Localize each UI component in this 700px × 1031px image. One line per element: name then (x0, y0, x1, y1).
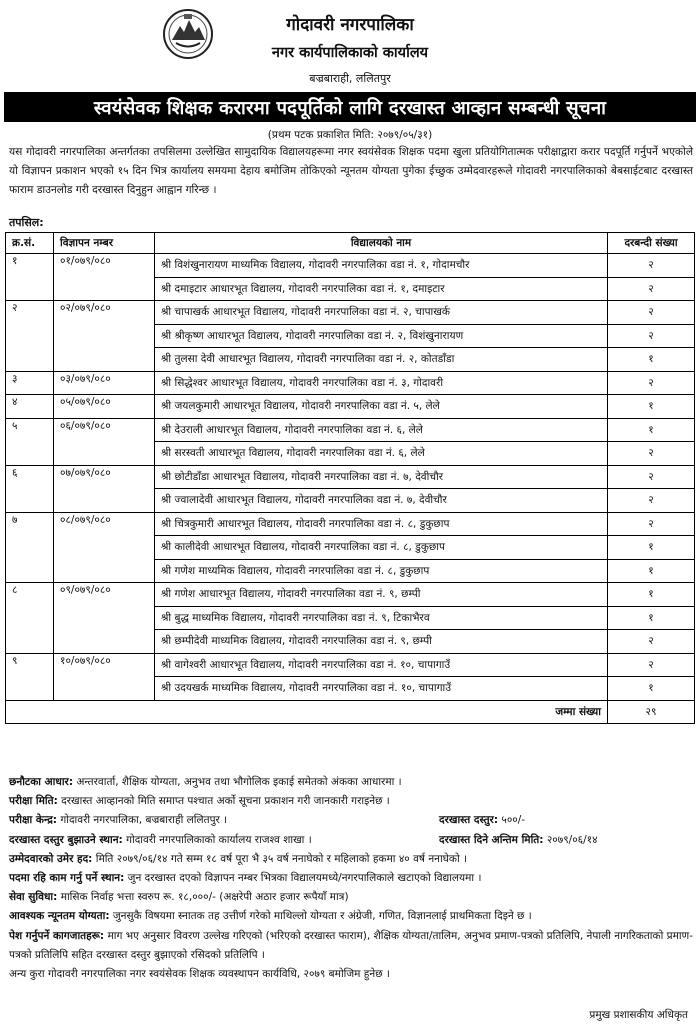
row-post-count: २ (608, 254, 695, 278)
other-provisions-text: अन्य कुरा गोदावरी नगरपालिका नगर स्वयंसेवक शिक्षक व्यवस्थापन कार्यविधि, २०७९ बमोजिम हुनेछ । (9, 968, 390, 981)
publish-date: (प्रथम पटक प्रकाशित मिति: २०७९/०५/३१) (267, 129, 433, 141)
fee-payment-place-label: दरखास्त दस्तुर बुझाउने स्थान: (9, 833, 123, 846)
work-place-text: जुन दरखास्त दएको विज्ञापन नम्बर भित्रका विद्यालयमध्ये/नगरपालिकाले खटाएको विद्यालयमा । (127, 872, 482, 885)
age-limit-label: उम्मेदवारको उमेर हद: (9, 852, 93, 865)
office-address: बज्रबाराही, ललितपुर (309, 72, 391, 85)
total-value: २९ (608, 700, 695, 724)
table-row (6, 465, 695, 489)
row-adv-number: ०२/०७९/०८० (54, 301, 155, 372)
header-school-name: विद्यालयको नाम (155, 233, 608, 254)
row-post-count: २ (608, 512, 695, 536)
service-facility-text: मासिक निर्वाह भत्ता स्वरुप रू. १८,०००/- (अक्षरेपी अठार हजार रूपैयाँ मात्र) (60, 891, 349, 904)
row-school-name: श्री सरस्वती आधारभूत विद्यालय, गोदावरी नगरपालिका वडा नं. ६, लेले (155, 442, 608, 466)
row-post-count: २ (608, 277, 695, 301)
row-school-name: श्री ज्वालादेवी आधारभूत विद्यालय, गोदावरी नगरपालिका वडा नं. ७, देवीचौर (155, 489, 608, 513)
exam-date (9, 792, 693, 811)
service-facility (9, 888, 693, 907)
row-post-count: २ (608, 465, 695, 489)
row-sn: ४ (6, 395, 54, 419)
row-school-name: श्री जयलकुमारी आधारभूत विद्यालय, गोदावरी नगरपालिका वडा नं. ५, लेले (155, 395, 608, 419)
row-school-name: श्री गणेश माध्यमिक विद्यालय, गोदावरी नगरपालिका वडा नं. ८, डुकुछाप (155, 559, 608, 583)
row-school-name: श्री वागेश्वरी आधारभूत विद्यालय, गोदावरी नगरपालिका वडा नं. १०, चापागाउँ (155, 653, 608, 677)
min-qualification-text: जुनसुकै विषयमा स्नातक तह उत्तीर्ण गरेको माथिल्लो योग्यता र अंग्रेजी, गणित, विज्ञानलाई प्राथमिकता दिइने छ । (112, 910, 532, 923)
row-post-count: १ (608, 348, 695, 372)
row-adv-number: ०१/०७९/०८० (54, 254, 155, 301)
age-limit (9, 850, 693, 869)
row-sn: ६ (6, 465, 54, 512)
required-documents-label: पेश गर्नुपर्ने कागजातहरू: (9, 929, 105, 942)
table-row (6, 583, 695, 607)
table-row (6, 301, 695, 325)
fee-payment-place (9, 831, 693, 850)
table-row (6, 512, 695, 536)
office-subtitle: नगर कार्यपालिकाको कार्यालय (271, 45, 429, 61)
row-school-name: श्री कालीदेवी आधारभूत विद्यालय, गोदावरी नगरपालिका वडा नं. ८, डुकुछाप (155, 536, 608, 560)
row-school-name: श्री गणेश आधारभूत विद्यालय, गोदावरी नगरपालिका वडा नं. ९, छम्पी (155, 583, 608, 607)
row-school-name: श्री छम्पीदेवी माध्यमिक विद्यालय, गोदावरी नगरपालिका वडा नं. ९, छम्पी (155, 630, 608, 654)
row-sn: ५ (6, 418, 54, 465)
exam-date-text: दरखास्त आव्हानको मिति समाप्त पश्चात अर्को सूचना प्रकाशन गरी जानकारी गराइनेछ । (61, 795, 390, 808)
row-school-name: श्री चापाखर्क आधारभूत विद्यालय, गोदावरी नगरपालिका वडा नं. २, चापाखर्क (155, 301, 608, 325)
service-facility-label: सेवा सुविधा: (9, 891, 58, 904)
row-post-count: १ (608, 606, 695, 630)
selection-basis (9, 773, 693, 792)
row-school-name: श्री तुलसा देवी आधारभूत विद्यालय, गोदावरी नगरपालिका वडा नं. २, कोतडाँडा (155, 348, 608, 372)
age-limit-text: मिति २०७९/०६/१४ गते सम्म १८ वर्ष पूरा भै ३५ वर्ष ननाघेको र महिलाको हकमा ४० वर्ष ननाघेको । (95, 852, 468, 865)
min-qualification-label: आवश्यक न्यूनतम योग्यता: (9, 910, 110, 923)
other-provisions (9, 965, 693, 984)
row-post-count: २ (608, 489, 695, 513)
application-fee-label: दरखास्त दस्तुर: (439, 814, 499, 827)
row-sn: ९ (6, 653, 54, 700)
vacancy-table (5, 232, 695, 724)
row-school-name: श्री बुद्ध माध्यमिक विद्यालय, गोदावरी नगरपालिका वडा नं. ९, टिकाभैरव (155, 606, 608, 630)
application-fee (439, 811, 525, 830)
row-adv-number: ०७/०७९/०८० (54, 465, 155, 512)
row-school-name: श्री चित्रकुमारी आधारभूत विद्यालय, गोदावरी नगरपालिका वडा नं. ८, डुकुछाप (155, 512, 608, 536)
row-adv-number: ०९/०७९/०८० (54, 583, 155, 654)
row-post-count: १ (608, 583, 695, 607)
row-sn: ७ (6, 512, 54, 583)
application-fee-text: ५००/- (501, 814, 526, 827)
table-row (6, 395, 695, 419)
header-adv-number: विज्ञापन नम्बर (54, 233, 155, 254)
row-school-name: श्री सिद्धेश्वर आधारभूत विद्यालय, गोदावरी नगरपालिका वडा नं. ३, गोदावरी (155, 371, 608, 395)
row-sn: ८ (6, 583, 54, 654)
required-documents (9, 927, 693, 965)
selection-basis-label: छनौटका आधार: (9, 776, 74, 788)
exam-center-label: परीक्षा केन्द्र: (9, 814, 57, 827)
row-post-count: १ (608, 559, 695, 583)
fee-payment-place-text: गोदावरी नगरपालिकाको कार्यालय राजश्व शाखा । (126, 833, 312, 846)
notice-details (9, 773, 693, 984)
row-sn: २ (6, 301, 54, 372)
exam-date-label: परीक्षा मिति: (9, 795, 58, 808)
notice-header (0, 0, 700, 92)
row-school-name: श्री श्रीकृष्ण आधारभूत विद्यालय, गोदावरी नगरपालिका वडा नं. २, विशंखुनारायण (155, 324, 608, 348)
last-date-label: दरखास्त दिने अन्तिम मिति: (439, 833, 544, 846)
office-name: गोदावरी नगरपालिका (286, 15, 414, 35)
row-adv-number: ०८/०७९/०८० (54, 512, 155, 583)
row-post-count: २ (608, 324, 695, 348)
row-post-count: २ (608, 442, 695, 466)
header-sn: क्र.सं. (6, 233, 54, 254)
required-documents-text: माग भए अनुसार विवरण उल्लेख गरिएको (भरिएको दरखास्त फाराम), शैक्षिक योग्यता/तालिम, अनुभव प्रमाण-पत्रको प्रतिलिपि, नेपाली नागरिकताको प्रमाण-पत्रको प्रतिलिपि सहित दरखास्त दस्तुर बुझाएको रसिदको प्रतिलिपि । (9, 929, 693, 961)
row-school-name: श्री विशंखुनारायण माध्यमिक विद्यालय, गोदावरी नगरपालिका वडा नं. १, गोदामचौर (155, 254, 608, 278)
header-post-count: दरबन्दी संख्या (608, 233, 695, 254)
row-post-count: १ (608, 395, 695, 419)
total-label: जम्मा संख्या (6, 700, 608, 724)
signature: प्रमुख प्रशासकीय अधिकृत (589, 1009, 688, 1021)
exam-center (9, 811, 693, 830)
table-row (6, 254, 695, 278)
row-school-name: श्री देउराली आधारभूत विद्यालय, गोदावरी नगरपालिका वडा नं. ६, लेले (155, 418, 608, 442)
row-adv-number: ०६/०७९/०८० (54, 418, 155, 465)
notice-title: स्वयंसेवक शिक्षक करारमा पदपूर्तिको लागि दरखास्त आव्हान सम्बन्धी सूचना (4, 92, 696, 122)
exam-center-text: गोदावरी नगरपालिका, बज्रबाराही ललितपुर । (60, 814, 228, 827)
table-row (6, 371, 695, 395)
last-date-text: २०७९/०६/१४ (546, 833, 598, 846)
row-adv-number: ०३/०७९/०८० (54, 371, 155, 395)
row-post-count: १ (608, 418, 695, 442)
row-school-name: श्री उदयखर्क माध्यमिक विद्यालय, गोदावरी नगरपालिका वडा नं. १०, चापागाउँ (155, 677, 608, 701)
row-school-name: श्री छोटीडाँडा आधारभूत विद्यालय, गोदावरी नगरपालिका वडा नं. ७, देवीचौर (155, 465, 608, 489)
row-post-count: १ (608, 536, 695, 560)
total-row (6, 700, 695, 724)
row-post-count: १ (608, 677, 695, 701)
table-header-row (6, 233, 695, 254)
details-label: तपसिल: (9, 216, 44, 229)
row-sn: ३ (6, 371, 54, 395)
table-row (6, 653, 695, 677)
row-adv-number: १०/०७९/०८० (54, 653, 155, 700)
work-place (9, 869, 693, 888)
last-date (439, 831, 598, 850)
row-post-count: २ (608, 630, 695, 654)
row-adv-number: ०५/०७९/०८० (54, 395, 155, 419)
row-school-name: श्री दमाइटार आधारभूत विद्यालय, गोदावरी नगरपालिका वडा नं. १, दमाइटार (155, 277, 608, 301)
intro-paragraph: यस गोदावरी नगरपालिका अन्तर्गतका तपसिलमा उल्लेखित सामुदायिक विद्यालयहरूमा नगर स्वयंसेवक शिक्षक पदमा खुला प्रतियोगितात्मक परीक्षाद्वारा करार पदपूर्ति गर्नुपर्ने भएकोले यो विज्ञापन प्रकाशन भएको १५ दिन भित्र कार्यालय समयमा देहाय बमोजिम तोकिएको न्यूनतम योग्यता पुगेका ईच्छुक उम्मेदवारहरूले गोदावरी नगरपालिकाको बेबसाईटबाट दरखास्त फाराम डाउनलोड गरी दरखास्त दिनुहुन आह्वान गरिन्छ । (9, 146, 693, 196)
work-place-label: पदमा रहि काम गर्नु पर्ने स्थान: (9, 872, 125, 885)
row-post-count: २ (608, 371, 695, 395)
table-row (6, 418, 695, 442)
row-post-count: २ (608, 653, 695, 677)
row-sn: १ (6, 254, 54, 301)
min-qualification (9, 907, 693, 926)
row-post-count: २ (608, 301, 695, 325)
selection-basis-text: अन्तरवार्ता, शैक्षिक योग्यता, अनुभव तथा भौगोलिक इकाई समेतको अंकका आधारमा । (76, 776, 402, 788)
